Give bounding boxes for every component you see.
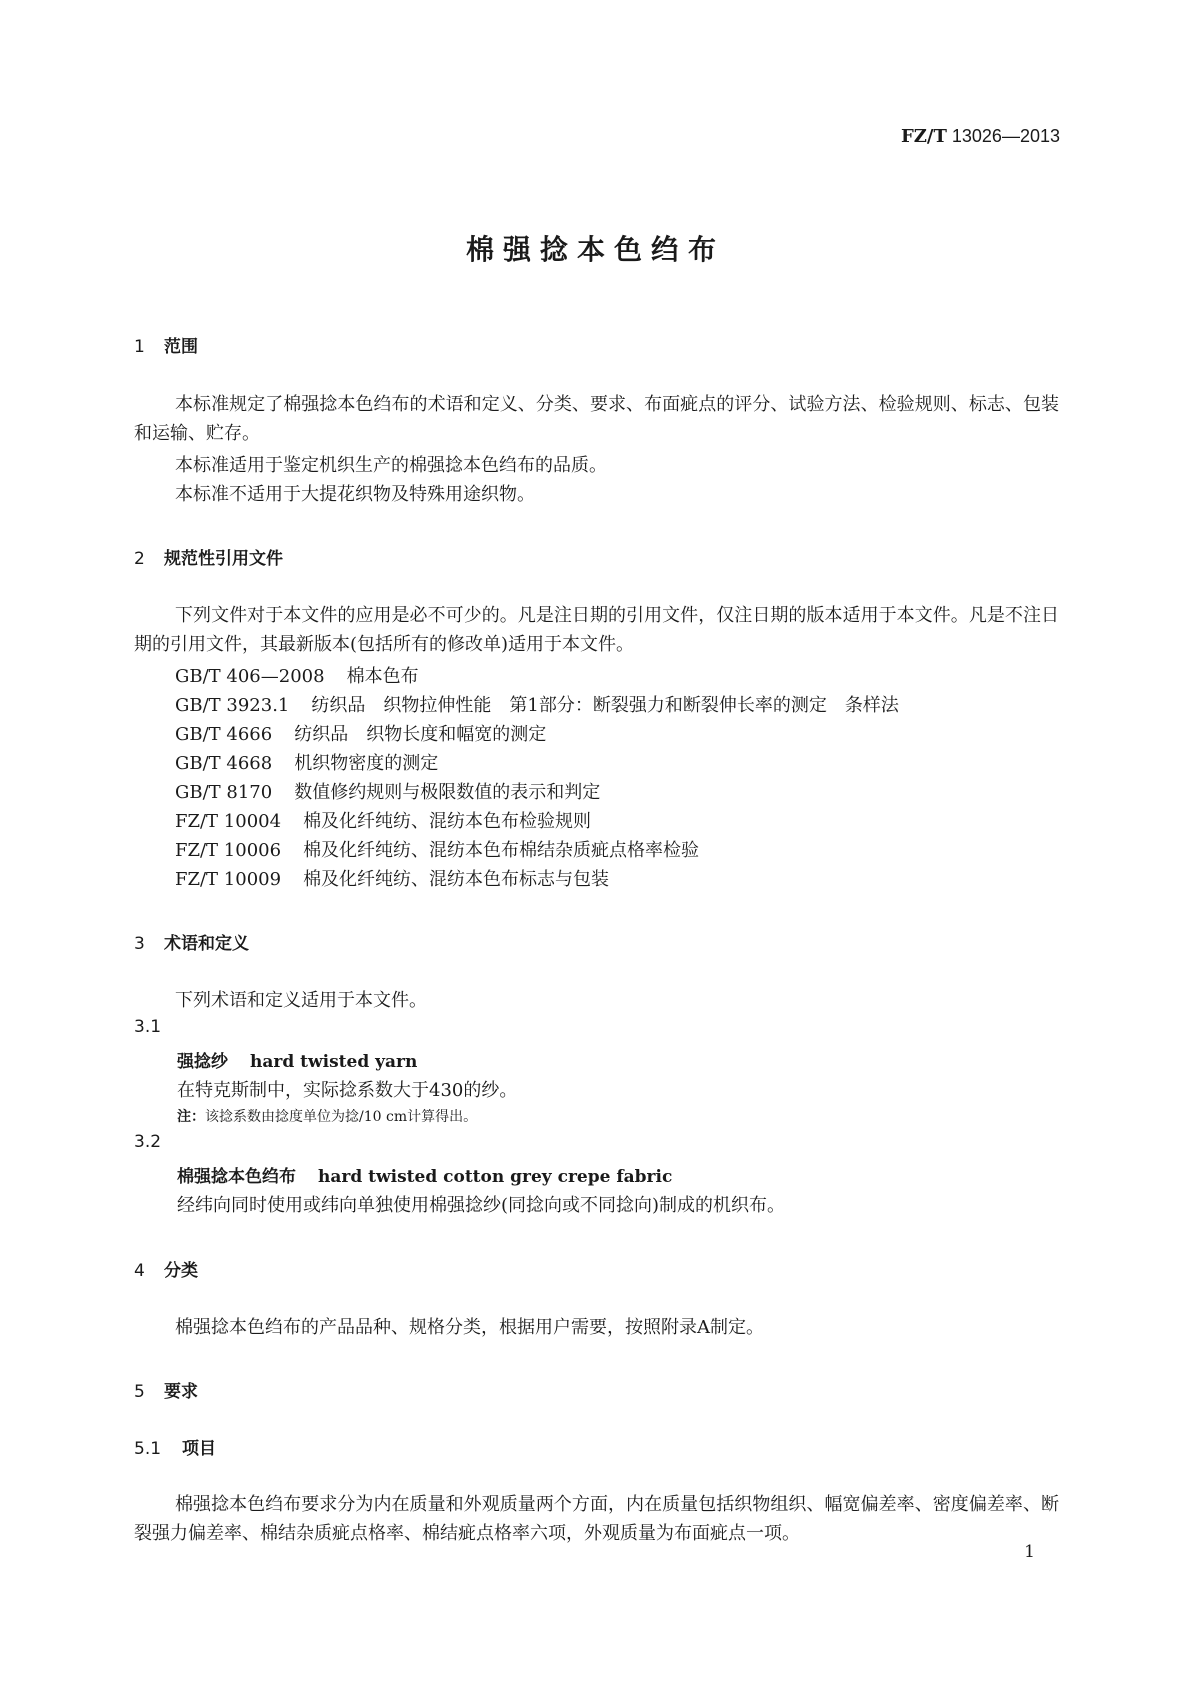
- subsection-5-1-heading: [134, 1434, 216, 1459]
- reference-code: FZ/T 10006: [175, 840, 282, 861]
- section-4-heading: [134, 1256, 198, 1281]
- subsection-number: 5.1: [134, 1439, 162, 1459]
- section-number: 3: [134, 934, 145, 954]
- reference-code: GB/T 3923.1: [175, 695, 290, 716]
- reference-item: [175, 662, 419, 688]
- reference-title: 棉及化纤纯纺、混纺本色布标志与包装: [303, 869, 610, 890]
- term-zh: 强捻纱: [177, 1052, 228, 1072]
- subsection-title: 项目: [182, 1439, 216, 1459]
- reference-title: 棉及化纤纯纺、混纺本色布棉结杂质疵点格率检验: [303, 840, 700, 861]
- term-en: hard twisted cotton grey crepe fabric: [318, 1167, 673, 1187]
- reference-title: 纺织品 织物长度和幅宽的测定: [294, 724, 547, 745]
- reference-item: [175, 836, 699, 862]
- reference-code: GB/T 4666: [175, 724, 273, 745]
- section-5-heading: [134, 1377, 198, 1402]
- section-1-para-2: 本标准适用于鉴定机织生产的棉强捻本色绉布的品质。: [175, 455, 607, 476]
- section-3-heading: [134, 929, 249, 954]
- term-note: [177, 1106, 477, 1126]
- term-definition: 在特克斯制中，实际捻系数大于430的纱。: [177, 1080, 518, 1101]
- term-en: hard twisted yarn: [250, 1052, 418, 1072]
- section-number: 5: [134, 1382, 145, 1402]
- section-number: 2: [134, 549, 145, 569]
- section-title: 分类: [164, 1261, 198, 1281]
- standard-prefix: FZ/T: [900, 126, 947, 147]
- reference-code: GB/T 8170: [175, 782, 273, 803]
- reference-code: GB/T 406—2008: [175, 666, 325, 687]
- subsection-5-1-para: 棉强捻本色绉布要求分为内在质量和外观质量两个方面，内在质量包括织物组织、幅宽偏差率、密度偏差率、断裂强力偏差率、棉结杂质疵点格率、棉结疵点格率六项，外观质量为布面疵点一项。: [134, 1494, 1059, 1544]
- section-title: 范围: [164, 337, 198, 357]
- section-2-intro: 下列文件对于本文件的应用是必不可少的。凡是注日期的引用文件，仅注日期的版本适用于本文件。凡是不注日期的引用文件，其最新版本(包括所有的修改单)适用于本文件。: [134, 605, 1059, 655]
- section-1-para-3: 本标准不适用于大提花织物及特殊用途织物。: [175, 484, 535, 505]
- reference-code: GB/T 4668: [175, 753, 273, 774]
- reference-title: 机织物密度的测定: [294, 753, 439, 774]
- section-3-intro: 下列术语和定义适用于本文件。: [175, 990, 427, 1011]
- standard-number: 13026—2013: [951, 126, 1060, 146]
- term-definition: 经纬向同时使用或纬向单独使用棉强捻纱(同捻向或不同捻向)制成的机织布。: [177, 1195, 786, 1216]
- section-number: 4: [134, 1261, 145, 1281]
- reference-item: [175, 749, 438, 775]
- reference-title: 纺织品 织物拉伸性能 第1部分：断裂强力和断裂伸长率的测定 条样法: [311, 695, 899, 716]
- section-2-heading: [134, 544, 283, 569]
- clause-number: 3.1: [134, 1017, 162, 1037]
- reference-item: [175, 691, 899, 717]
- note-text: 该捻系数由捻度单位为捻/10 cm计算得出。: [205, 1109, 478, 1125]
- reference-code: FZ/T 10009: [175, 869, 282, 890]
- term-zh: 棉强捻本色绉布: [177, 1167, 296, 1187]
- section-1-heading: [134, 332, 198, 357]
- reference-title: 棉本色布: [346, 666, 419, 687]
- section-title: 规范性引用文件: [164, 549, 283, 569]
- clause-number: 3.2: [134, 1132, 162, 1152]
- reference-item: [175, 720, 546, 746]
- section-1-para-1: 本标准规定了棉强捻本色绉布的术语和定义、分类、要求、布面疵点的评分、试验方法、检验规则、标志、包装和运输、贮存。: [134, 394, 1059, 444]
- reference-item: [175, 807, 591, 833]
- reference-code: FZ/T 10004: [175, 811, 282, 832]
- reference-title: 棉及化纤纯纺、混纺本色布检验规则: [303, 811, 592, 832]
- section-number: 1: [134, 337, 145, 357]
- standard-code: [901, 126, 1060, 147]
- reference-item: [175, 778, 600, 804]
- reference-title: 数值修约规则与极限数值的表示和判定: [294, 782, 601, 803]
- term-entry: [177, 1162, 672, 1187]
- document-title: 棉强捻本色绉布: [465, 233, 725, 266]
- reference-item: [175, 865, 609, 891]
- section-title: 术语和定义: [164, 934, 249, 954]
- section-4-para: 棉强捻本色绉布的产品品种、规格分类，根据用户需要，按照附录A制定。: [175, 1317, 764, 1338]
- section-title: 要求: [164, 1382, 198, 1402]
- note-label: 注：: [177, 1109, 205, 1125]
- page-number: 1: [1024, 1542, 1035, 1562]
- term-entry: [177, 1047, 417, 1072]
